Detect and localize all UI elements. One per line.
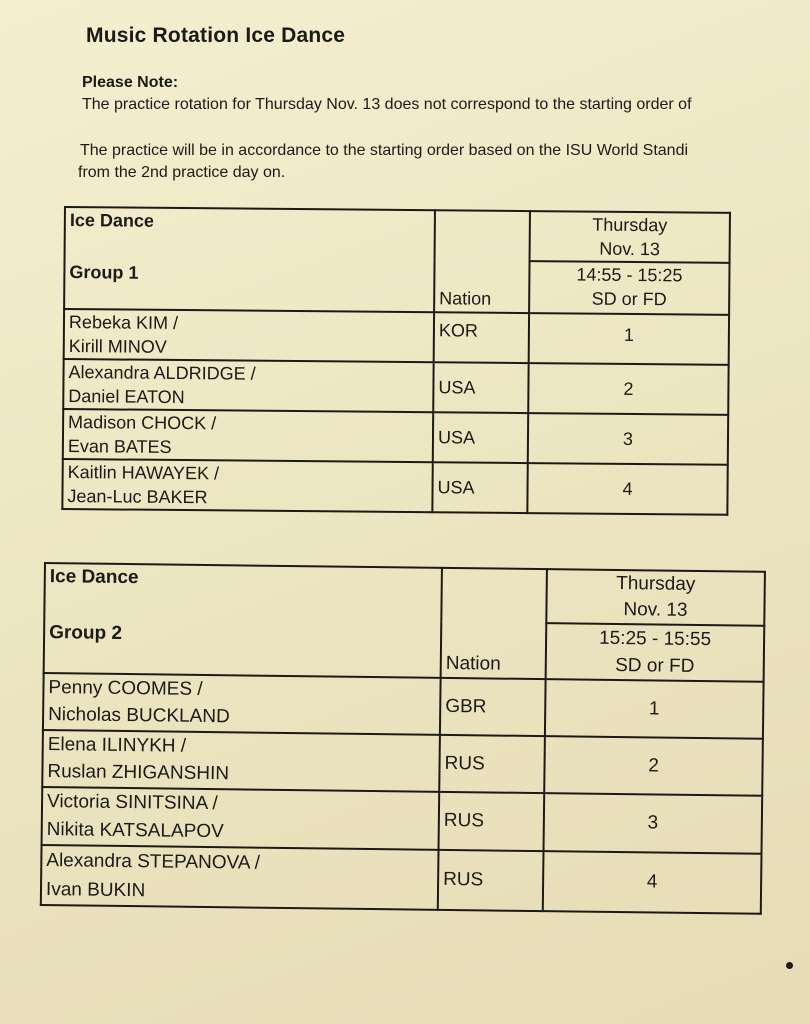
event-label: Ice Dance [69,210,155,231]
skater-2: Evan BATES [67,436,172,457]
practice-order: 2 [528,363,728,415]
note-line-2: The practice will be in accordance to the starting order based on the ISU World Standi [80,142,689,159]
table-row [43,673,764,739]
skater-2: Nikita KATSALAPOV [46,819,224,843]
note-line-3: from the 2nd practice day on. [78,164,286,181]
nation-code: KOR [438,319,479,341]
practice-order: 4 [527,463,727,515]
skater-1: Alexandra STEPANOVA / [46,850,261,874]
practice-order: 1 [545,679,764,739]
table-row [63,409,728,465]
practice-order: 3 [544,793,763,854]
table-row [42,730,763,796]
skater-2: Jean-Luc BAKER [67,486,208,508]
skater-1: Penny COOMES / [48,677,203,700]
nation-header: Nation [441,568,547,679]
note-heading: Please Note: [82,74,179,91]
nation-code: USA [432,462,527,513]
ink-spot [786,962,793,969]
nation-code: USA [433,412,528,463]
group-1-table [61,206,731,516]
document-title: Music Rotation Ice Dance [86,24,346,47]
skater-1: Rebeka KIM / [68,312,179,333]
skater-2: Ivan BUKIN [45,879,146,902]
date-label: Nov. 13 [599,238,661,260]
time-label: 15:25 - 15:55 [598,627,712,651]
skater-2: Nicholas BUCKLAND [48,704,230,728]
skater-2: Ruslan ZHIGANSHIN [47,761,230,785]
skater-1: Kaitlin HAWAYEK / [67,462,220,484]
segment-label: SD or FD [615,654,695,677]
day-date-cell [546,569,765,626]
table-row [62,459,727,515]
practice-order: 4 [543,851,762,914]
skater-2: Daniel EATON [68,386,185,408]
table-row [63,359,728,415]
time-segment-cell [546,623,765,682]
note-line-1: The practice rotation for Thursday Nov. 13 does not correspond to the starting order of [82,96,692,113]
skater-1: Victoria SINITSINA / [46,791,218,815]
practice-order: 1 [623,324,634,345]
nation-code: RUS [439,735,545,793]
day-label: Thursday [592,214,668,236]
table-row [42,787,763,854]
table-row [64,309,729,365]
nation-header: Nation [434,210,530,313]
table-row [41,845,762,914]
practice-order: 2 [544,736,763,796]
group-label: Group 1 [69,262,139,283]
nation-code: USA [433,362,528,413]
date-label: Nov. 13 [623,599,688,621]
day-label: Thursday [616,572,696,595]
segment-label: SD or FD [591,288,667,310]
nation-code: RUS [439,792,545,851]
skater-2: Kirill MINOV [68,336,167,357]
nation-code: RUS [438,850,544,911]
skater-1: Alexandra ALDRIDGE / [68,362,256,384]
group-label: Group 2 [49,622,123,644]
table-header-event [44,563,442,678]
day-date-cell [530,211,730,263]
time-segment-cell [529,261,729,315]
time-label: 14:55 - 15:25 [576,264,683,286]
nation-code: GBR [440,678,546,736]
group-2-table [40,562,766,915]
table-header-event [64,207,435,312]
event-label: Ice Dance [49,566,139,589]
practice-order: 3 [528,413,728,465]
skater-1: Madison CHOCK / [68,412,217,434]
skater-1: Elena ILINYKH / [47,734,187,757]
